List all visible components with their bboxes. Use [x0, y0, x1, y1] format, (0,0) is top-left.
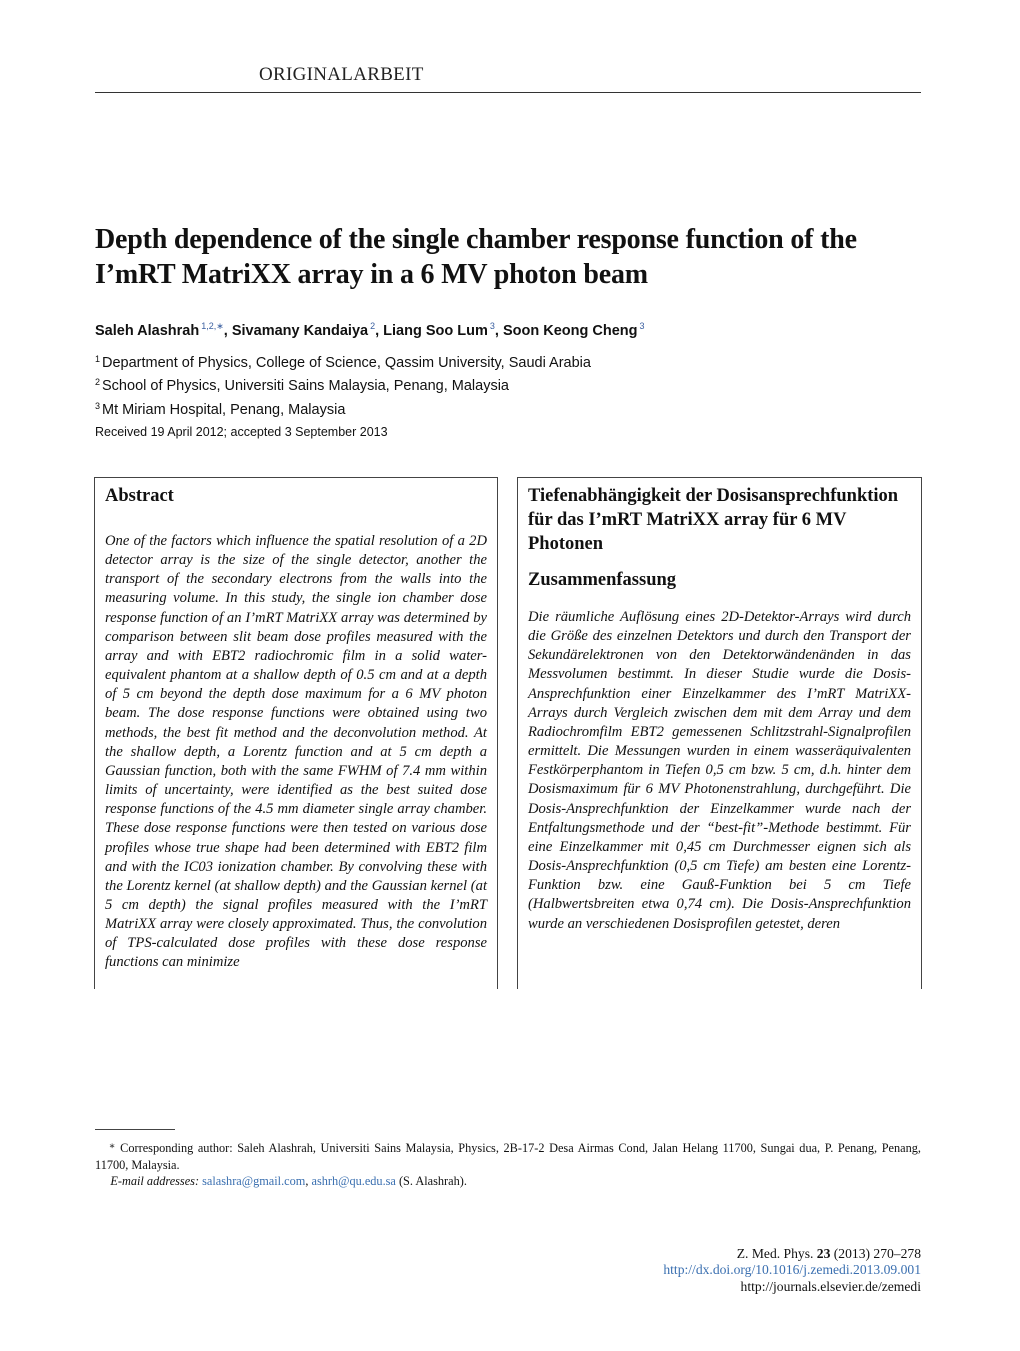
- zusammenfassung-text: Die räumliche Auflösung eines 2D-Detektor-Arrays wird durch die Größe des einzelnen Detektors und durch den Transport der Sekundärelektronen von den Detektorwändenänden in das Messvolumen bestimmt. In dieser Studie wurde die Dosis-Ansprechfunktion einer Einzelkammer des I’mRT MatriXX-Arrays durch Vergleich zwischen dem mit dem Array und dem Radiochromfilm EBT2 gemessenen Schlitzstrahl-Signalprofilen ermittelt. Die Messungen wurden in einem wasseräquivalenten Festkörperphantom in Tiefen 0,5 cm bzw. 5 cm, d.h. hinter dem Dosismaximum für 6 MV Photonenstrahlung, durchgeführt. Die Dosis-Ansprechfunktion der Einzelkammer wurde nach der Entfaltungsmethode und der “best-fit”-Methode bestimmt. Für eine Einzelkammer mit 0,45 cm Durchmesser eignen sich als Dosis-Ansprechfunktion (0,5 cm Tiefe) am besten eine Lorentz-Funktion bzw. eine Gauß-Funktion bei 5 cm Tiefe (Halbwertsbreiten etwa 0,74 cm). Die Dosis-Ansprechfunktion wurde an verschiedenen Dosisprofilen getestet, deren: [528, 609, 911, 932]
- author-affil-ref[interactable]: 3: [639, 321, 645, 331]
- author-affil-ref[interactable]: 3: [489, 321, 495, 331]
- abstract-english-box: [94, 477, 498, 989]
- affiliation: [95, 350, 921, 373]
- abstract-german-box: [517, 477, 922, 989]
- header-divider: [95, 92, 921, 93]
- article-title: Depth dependence of the single chamber response function of the I’mRT MatriXX array in a 6 MV photon beam: [95, 224, 857, 290]
- affiliation-text: Mt Miriam Hospital, Penang, Malaysia: [102, 401, 346, 418]
- affiliation: [95, 373, 921, 396]
- doi-link[interactable]: http://dx.doi.org/10.1016/j.zemedi.2013.09.001: [663, 1262, 921, 1278]
- author-name[interactable]: Liang Soo Lum: [383, 323, 488, 339]
- german-title: Tiefenabhängigkeit der Dosisansprechfunktion für das I’mRT MatriXX array für 6 MV Photonen: [528, 486, 899, 554]
- corresponding-author: [95, 1139, 921, 1173]
- author-affil-ref[interactable]: 1,2,∗: [201, 321, 224, 331]
- section-label: ORIGINALARBEIT: [259, 64, 424, 85]
- footnote-marker: ∗: [108, 1141, 116, 1152]
- email-link[interactable]: salashra@gmail.com: [202, 1174, 306, 1188]
- email-link[interactable]: ashrh@qu.edu.sa: [311, 1174, 396, 1188]
- author-name[interactable]: Sivamany Kandaiya: [231, 323, 369, 339]
- zusammenfassung-heading: Zusammenfassung: [528, 570, 677, 590]
- corresponding-author-footnote: [95, 1139, 921, 1190]
- email-line: [95, 1173, 921, 1190]
- citation-prefix: Z. Med. Phys.: [736, 1246, 817, 1261]
- author-name[interactable]: Saleh Alashrah: [95, 323, 200, 339]
- abstract-heading: Abstract: [105, 486, 174, 506]
- author-sep: ,: [494, 323, 503, 339]
- journal-info: [663, 1246, 921, 1295]
- footnote-divider: [95, 1129, 175, 1130]
- journal-volume: 23: [816, 1246, 831, 1261]
- author-affil-ref[interactable]: 2: [370, 321, 376, 331]
- email-label: E-mail addresses:: [110, 1174, 200, 1188]
- affiliation-text: School of Physics, Universiti Sains Malaysia, Penang, Malaysia: [102, 378, 509, 395]
- received-date: Received 19 April 2012; accepted 3 September 2013: [95, 425, 388, 439]
- affiliation: [95, 397, 921, 420]
- affiliation-text: Department of Physics, College of Science, Qassim University, Saudi Arabia: [102, 355, 591, 371]
- author-sep: ,: [223, 323, 232, 339]
- author-list: [95, 321, 921, 339]
- affiliation-number: 3: [95, 400, 101, 411]
- journal-url[interactable]: http://journals.elsevier.de/zemedi: [740, 1278, 921, 1294]
- affiliation-number: 1: [95, 354, 101, 364]
- corresponding-text: Corresponding author: Saleh Alashrah, Universiti Sains Malaysia, Physics, 2B-17-2 Desa Airmas Cond, Jalan Helang 11700, Sungai dua, P. Penang, Penang, 11700, Malaysia.: [95, 1141, 921, 1172]
- journal-citation: [663, 1246, 921, 1262]
- affiliations: [95, 350, 921, 420]
- email-suffix: (S. Alashrah).: [395, 1174, 467, 1188]
- email-separator: ,: [305, 1174, 312, 1188]
- affiliation-number: 2: [95, 377, 101, 388]
- author-name[interactable]: Soon Keong Cheng: [502, 323, 638, 339]
- abstract-text: One of the factors which influence the spatial resolution of a 2D detector array is the size of the single detector, another the transport of the secondary electrons from the walls into the measuring volume. In this study, the single ion chamber dose response function of an I’mRT MatriXX array was determined by comparison between slit beam dose profiles measured with the array and with EBT2 radiochromic film in a solid water-equivalent phantom at a shallow depth of 0.5 cm and at a depth of 5 cm beyond the depth dose maximum for a 6 MV photon beam. The dose response functions were obtained using two methods, the best fit method and the deconvolution method. At the shallow depth, a Lorentz function and at 5 cm depth a Gaussian function, both with the same FWHM of 7.4 mm within limits of uncertainty, were identified as the best suited dose response functions of the 4.5 mm diameter single array chamber. These dose response functions were then tested on various dose profiles whose true shape had been determined with EBT2 film and with the IC03 ionization chamber. By convolving these with the Lorentz kernel (at shallow depth) and the Gaussian kernel (at 5 cm depth) the signal profiles measured with the I’mRT MatriXX array were closely approximated. Thus, the convolution of TPS-calculated dose profiles with these dose response functions can minimize: [105, 533, 487, 971]
- author-sep: ,: [375, 323, 384, 339]
- citation-suffix: (2013) 270–278: [830, 1246, 921, 1261]
